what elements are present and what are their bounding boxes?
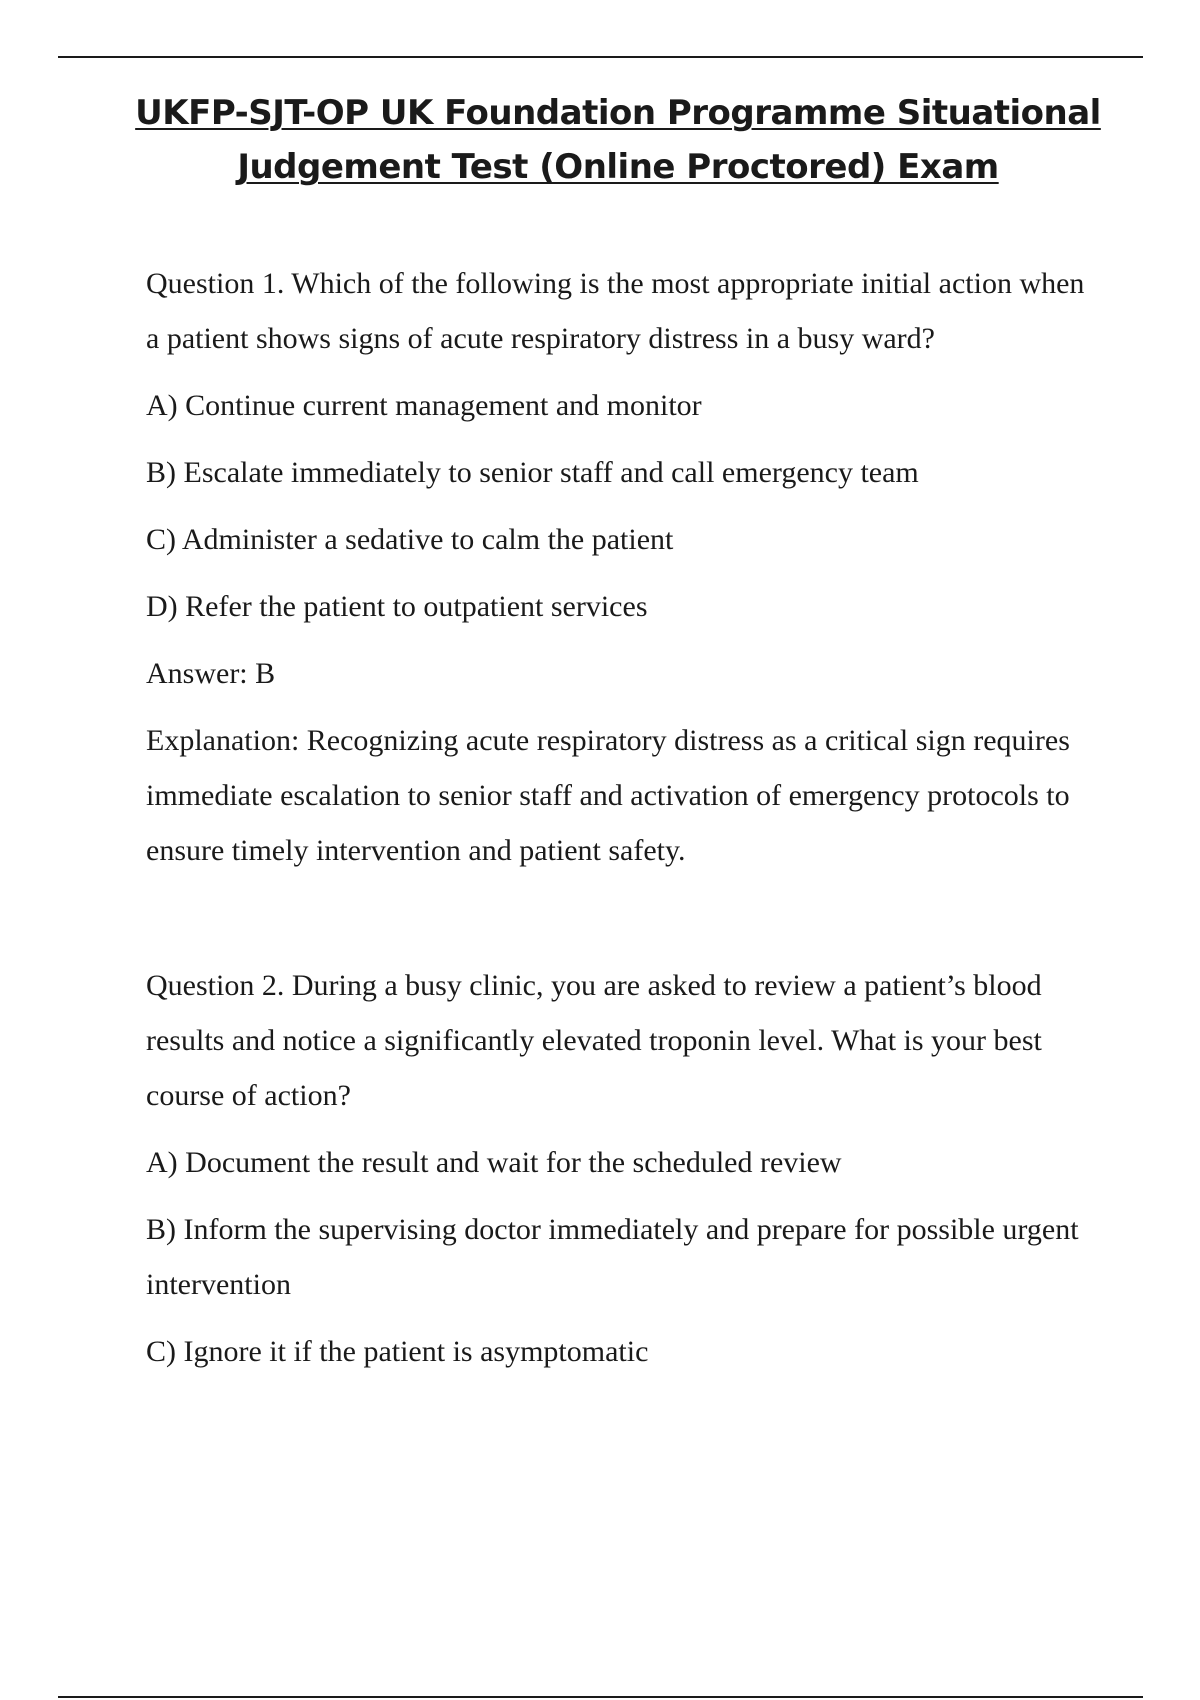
question-1-answer: Answer: B [146,657,276,690]
top-divider [58,56,1143,58]
question-1-option-b: B) Escalate immediately to senior staff and call emergency team [146,456,919,489]
exam-content [146,256,1086,1379]
page-title [120,86,1116,194]
question-2-option-c: C) Ignore it if the patient is asymptomatic [146,1335,649,1368]
question-1-text: Question 1. Which of the following is the most appropriate initial action when a patient shows signs of acute respiratory distress in a busy ward? [146,267,1085,355]
page-title-text: UKFP-SJT-OP UK Foundation Programme Situational Judgement Test (Online Proctored) Exam [135,93,1101,187]
question-1-explanation: Explanation: Recognizing acute respiratory distress as a critical sign requires immediate escalation to senior staff and activation of emergency protocols to ensure timely intervention and patient safety. [146,724,1070,867]
question-1-option-c: C) Administer a sedative to calm the patient [146,523,674,556]
question-2-option-a: A) Document the result and wait for the scheduled review [146,1146,842,1179]
question-2-option-b: B) Inform the supervising doctor immediately and prepare for possible urgent intervention [146,1213,1079,1301]
question-2-text: Question 2. During a busy clinic, you are asked to review a patient’s blood results and notice a significantly elevated troponin level. What is your best course of action? [146,969,1042,1112]
question-1-option-d: D) Refer the patient to outpatient services [146,590,648,623]
question-1-option-a: A) Continue current management and monitor [146,389,702,422]
bottom-divider [58,1696,1143,1698]
